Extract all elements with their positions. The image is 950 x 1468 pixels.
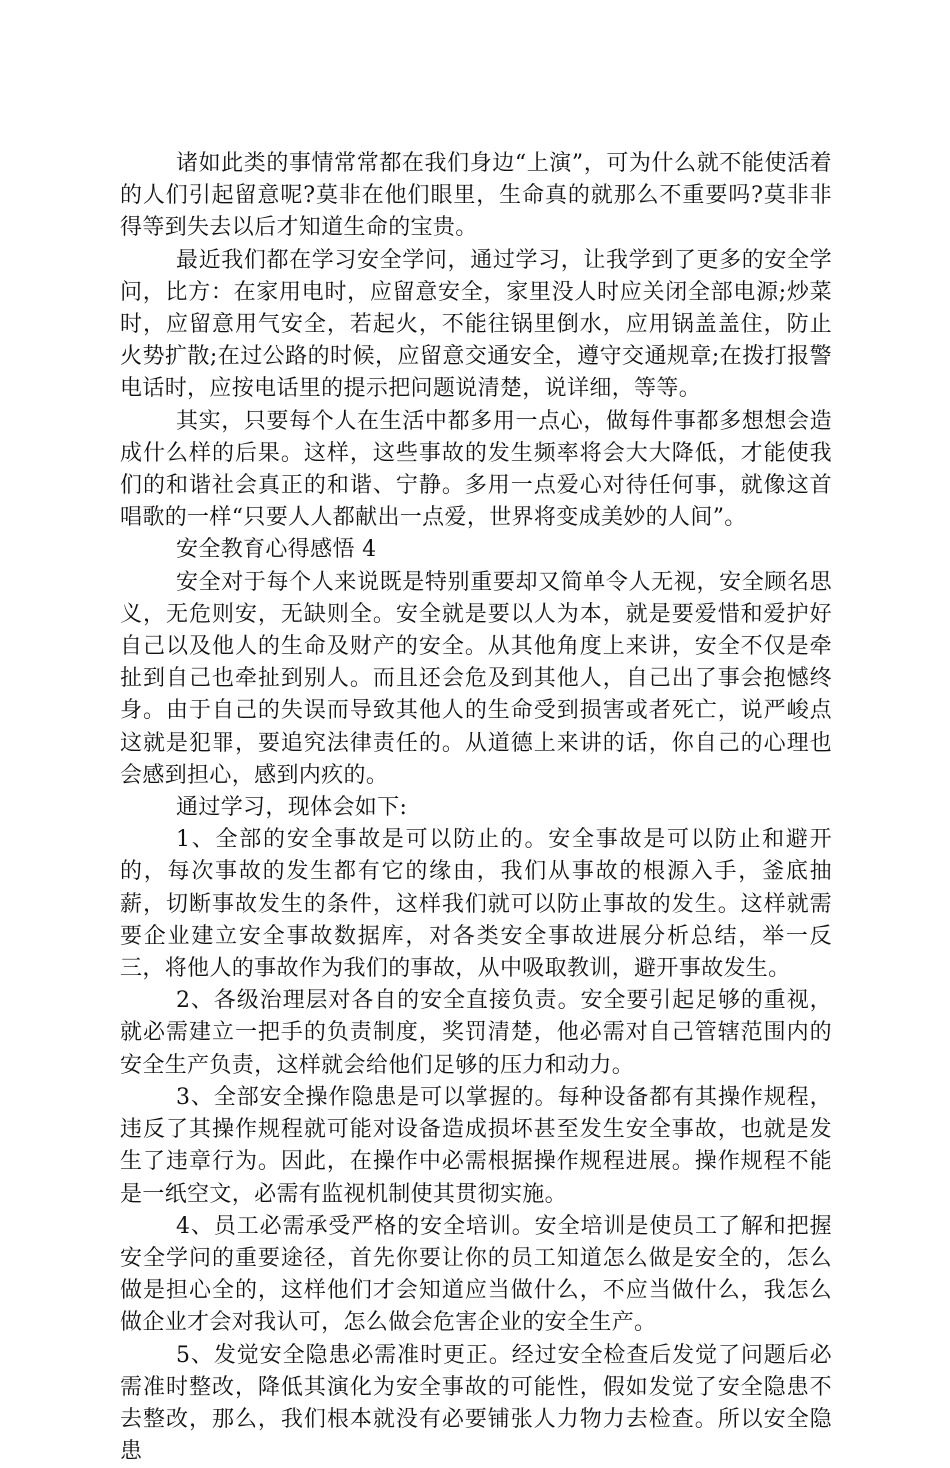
paragraph: 最近我们都在学习安全学问，通过学习，让我学到了更多的安全学问，比方：在家用电时，应留意安全，家里没人时应关闭全部电源;炒菜时，应留意用气安全，若起火，不能往锅里倒水，应用锅盖盖住，防止火势扩散;在过公路的时候，应留意交通安全，遵守交通规章;在拨打报警电话时，应按电话里的提示把问题说清楚，说详细，等等。 [120, 247, 832, 402]
list-item: 2、各级治理层对各自的安全直接负责。安全要引起足够的重视，就必需建立一把手的负责制度，奖罚清楚，他必需对自己管辖范围内的安全生产负责，这样就会给他们足够的压力和动力。 [120, 988, 832, 1078]
paragraph: 安全对于每个人来说既是特别重要却又简单令人无视，安全顾名思义，无危则安，无缺则全。安全就是要以人为本，就是要爱惜和爱护好自己以及他人的生命及财产的安全。从其他角度上来讲，安全不仅是牵扯到自己也牵扯到别人。而且还会危及到其他人，自己出了事会抱憾终身。由于自己的失误而导致其他人的生命受到损害或者死亡，说严峻点这就是犯罪，要追究法律责任的。从道德上来讲的话，你自己的心理也会感到担心，感到内疚的。 [120, 569, 832, 788]
section-heading: 安全教育心得感悟 4 [176, 537, 377, 563]
list-item: 1、全部的安全事故是可以防止的。安全事故是可以防止和避开的，每次事故的发生都有它的缘由，我们从事故的根源入手，釜底抽薪，切断事故发生的条件，这样我们就可以防止事故的发生。这样就需要企业建立安全事故数据库，对各类安全事故进展分析总结，举一反三，将他人的事故作为我们的事故，从中吸取教训，避开事故发生。 [120, 827, 832, 982]
paragraph: 诸如此类的事情常常都在我们身边“上演”，可为什么就不能使活着的人们引起留意呢?莫非在他们眼里，生命真的就那么不重要吗?莫非非得等到失去以后才知道生命的宝贵。 [120, 151, 832, 241]
list-item: 5、发觉安全隐患必需准时更正。经过安全检查后发觉了问题后必需准时整改，降低其演化为安全事故的可能性，假如发觉了安全隐患不去整改，那么，我们根本就没有必要铺张人力物力去检查。所以安全隐患 [120, 1342, 832, 1465]
paragraph: 通过学习，现体会如下: [176, 795, 408, 821]
list-item: 4、员工必需承受严格的安全培训。安全培训是使员工了解和把握安全学问的重要途径，首先你要让你的员工知道怎么做是安全的，怎么做是担心全的，这样他们才会知道应当做什么，不应当做什么，我怎么做企业才会对我认可，怎么做会危害企业的安全生产。 [120, 1213, 832, 1336]
paragraph: 其实，只要每个人在生活中都多用一点心，做每件事都多想想会造成什么样的后果。这样，这些事故的发生频率将会大大降低，才能使我们的和谐社会真正的和谐、宁静。多用一点爱心对待任何事，就像这首唱歌的一样“只要人人都献出一点爱，世界将变成美妙的人间”。 [120, 408, 832, 531]
list-item: 3、全部安全操作隐患是可以掌握的。每种设备都有其操作规程，违反了其操作规程就可能对设备造成损坏甚至发生安全事故，也就是发生了违章行为。因此，在操作中必需根据操作规程进展。操作规程不能是一纸空文，必需有监视机制使其贯彻实施。 [120, 1084, 832, 1207]
document-body [120, 148, 832, 1468]
